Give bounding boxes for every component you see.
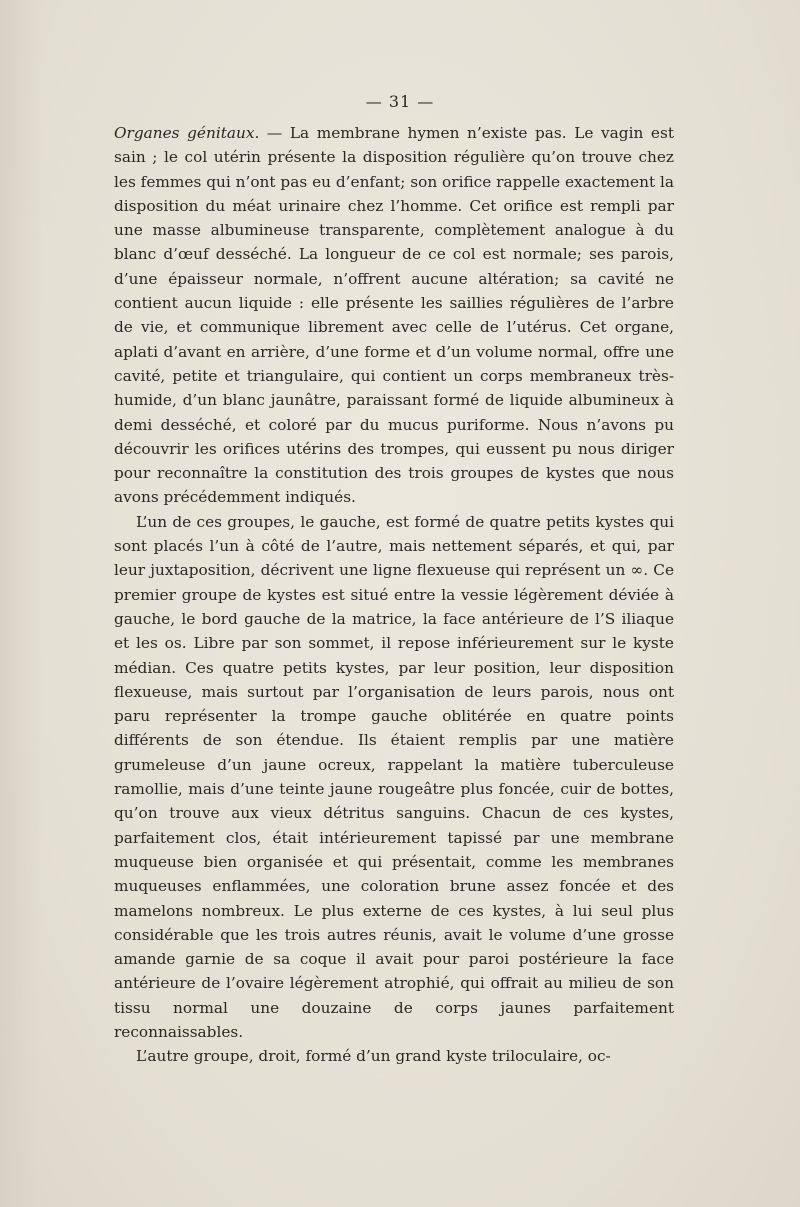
section-heading: Organes génitaux. (114, 124, 260, 142)
paragraph-1 (114, 121, 674, 510)
body-text (114, 121, 674, 1069)
page-number: — 31 — (365, 92, 435, 111)
paragraph-3: L’autre groupe, droit, formé d’un grand kyste triloculaire, oc- (136, 1047, 611, 1066)
binding-shadow (0, 0, 42, 1207)
paragraph-2: L’un de ces groupes, le gauche, est formé de quatre petits kystes qui sont placés l’un à côté de l’autre, mais nettement séparés, et qui, par leur juxtaposition, décrivent une ligne flexueuse qui représent un ∞. Ce premier groupe de kystes est situé entre la vessie légèrement déviée à gauche, le bord gauche de la matrice, la face antérieure de l’S iliaque et les os. Libre par son sommet, il repose inférieurement sur le kyste médian. Ces quatre petits kystes, par leur position, leur disposition flexueuse, mais surtout par l’organisation de leurs parois, nous ont paru représenter la trompe gauche oblitérée en quatre points différents de son étendue. Ils étaient remplis par une matière grumeleuse d’un jaune ocreux, rappelant la matière tuberculeuse ramollie, mais d’une teinte jaune rougeâtre plus foncée, cuir de bottes, qu’on trouve aux vieux détritus sanguins. Chacun de ces kystes, parfaitement clos, était intérieurement tapissé par une membrane muqueuse bien organisée et qui présentait, comme les membranes muqueuses enflammées, une coloration brune assez foncée et des mamelons nombreux. Le plus externe de ces kystes, à lui seul plus considérable que les trois autres réunis, avait le volume d’une grosse amande garnie de sa coque il avait pour paroi postérieure la face antérieure de l’ovaire légèrement atrophié, qui offrait au milieu de son tissu normal une douzaine de corps jaunes parfaitement reconnaissables. (114, 512, 674, 1041)
paragraph-1-text: — La membrane hymen n’existe pas. Le vagin est sain ; le col utérin présente la disposition régulière qu’on trouve chez les femmes qui n’ont pas eu d’enfant; son orifice rappelle exactement la disposition du méat urinaire chez l’homme. Cet orifice est rempli par une masse albumineuse transparente, complètement analogue à du blanc d’œuf desséché. La longueur de ce col est normale; ses parois, d’une épaisseur normale, n’offrent aucune altération; sa cavité ne contient aucun liquide : elle présente les saillies régulières de l’arbre de vie, et communique librement avec celle de l’utérus. Cet organe, aplati d’avant en arrière, d’une forme et d’un volume normal, offre une cavité, petite et triangulaire, qui contient un corps membraneux très-humide, d’un blanc jaunâtre, paraissant formé de liquide albumineux à demi desséché, et coloré par du mucus puriforme. Nous n’avons pu découvrir les orifices utérins des trompes, qui eussent pu nous diriger pour reconnaître la constitution des trois groupes de kystes que nous avons précédemment indiqués. (114, 124, 674, 507)
